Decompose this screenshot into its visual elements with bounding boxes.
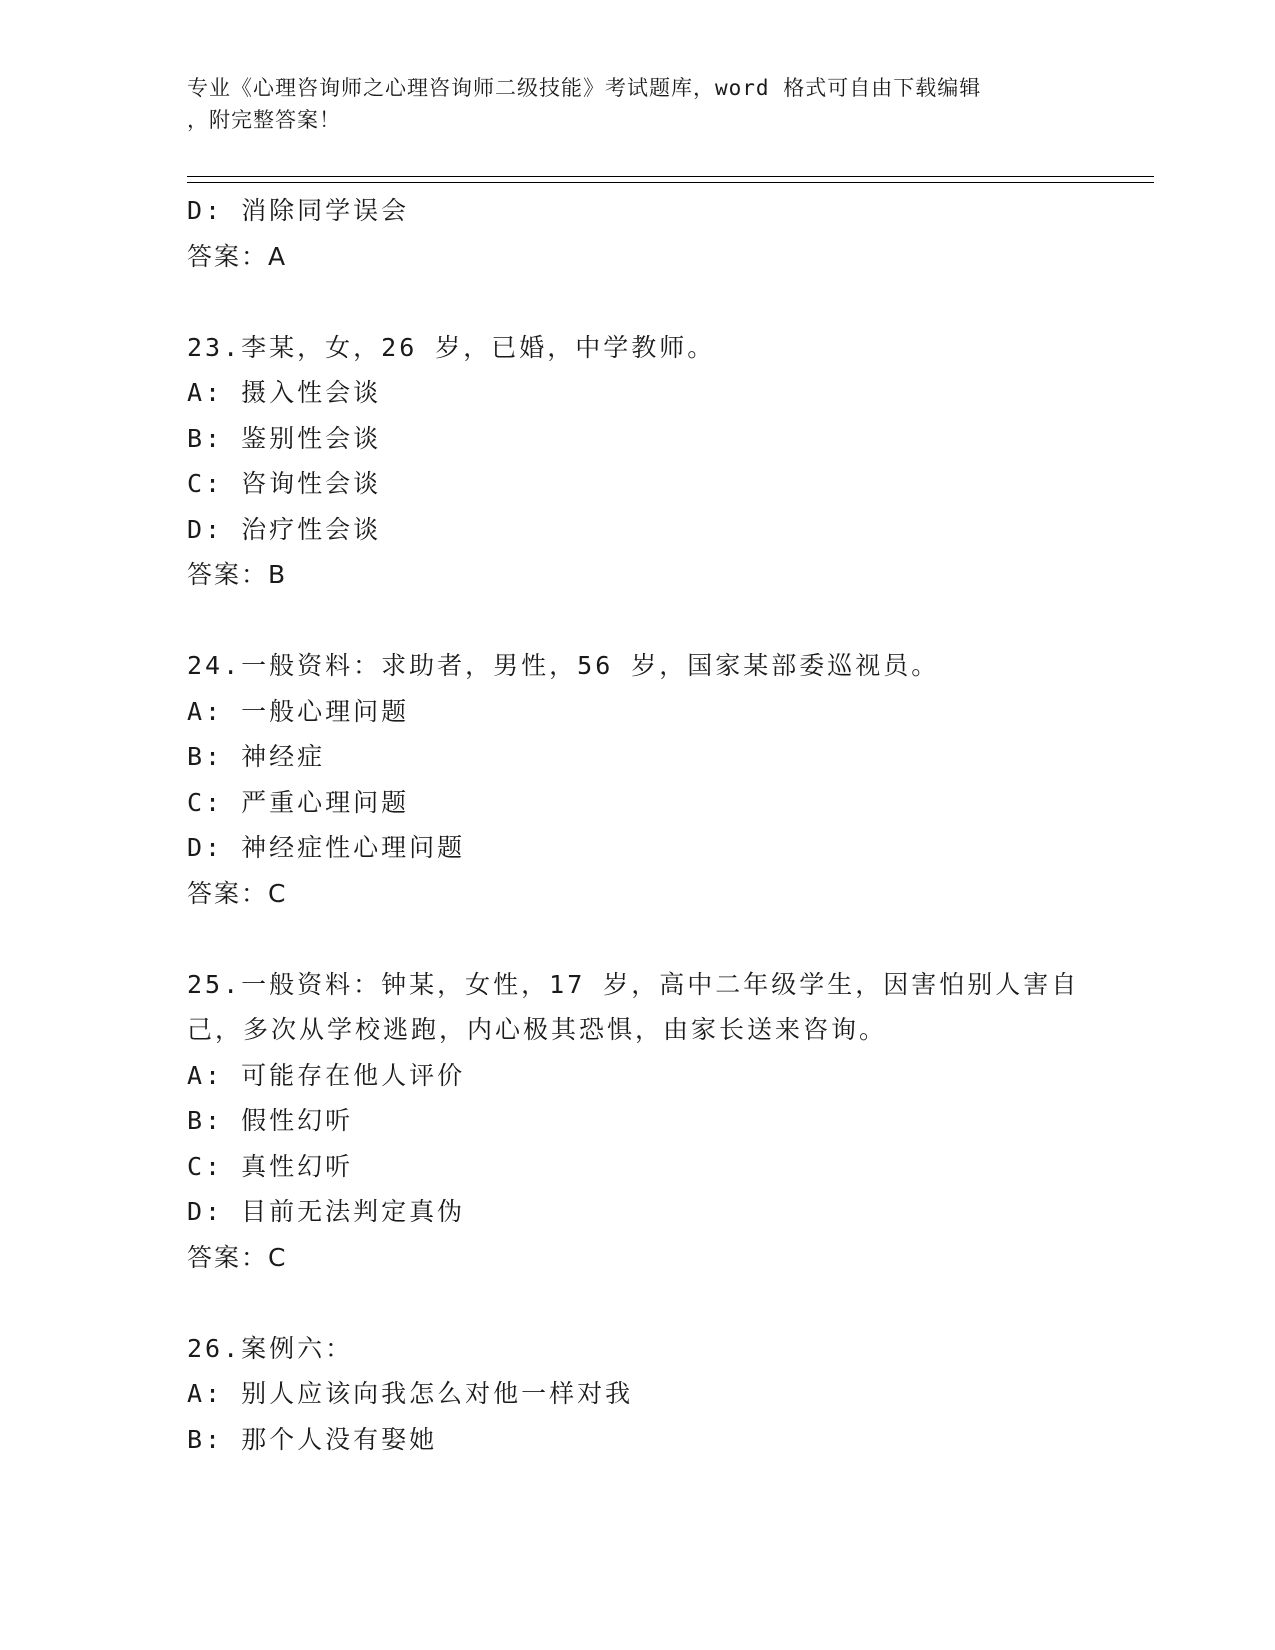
answer-line: 答案：A: [187, 241, 288, 271]
option-d: D: 目前无法判定真伪: [187, 1197, 466, 1226]
header-divider-top: [187, 176, 1154, 177]
spacer: [187, 1280, 1087, 1326]
question-list: [187, 188, 1087, 1462]
question-stem-line-1: 25.一般资料：钟某，女性，17 岁，高中二年级学生，因害怕别人害自: [187, 969, 1080, 999]
option-d: D: 治疗性会谈: [187, 514, 382, 544]
spacer: [187, 916, 1087, 962]
option-b: B: 假性幻听: [187, 1106, 354, 1135]
spacer: [187, 279, 1087, 325]
option-b: B: 鉴别性会谈: [187, 423, 382, 453]
option-b: B: 那个人没有娶她: [187, 1424, 438, 1454]
option-d: D: 神经症性心理问题: [187, 833, 466, 862]
question-block-24: [187, 643, 1087, 916]
question-block-25: [187, 962, 1087, 1281]
question-stem: 24.一般资料：求助者，男性，56 岁，国家某部委巡视员。: [187, 651, 940, 680]
option-a: A: 别人应该向我怎么对他一样对我: [187, 1379, 634, 1408]
question-block-26: [187, 1326, 1087, 1463]
option-c: C: 真性幻听: [187, 1151, 354, 1181]
question-block-22: [187, 188, 1087, 279]
option-c: C: 咨询性会谈: [187, 469, 382, 498]
spacer: [187, 598, 1087, 644]
option-a: A: 可能存在他人评价: [187, 1060, 466, 1090]
question-stem-line-2: 己，多次从学校逃跑，内心极其恐惧，由家长送来咨询。: [187, 1015, 888, 1044]
option-a: A: 摄入性会谈: [187, 378, 382, 407]
document-header: [187, 72, 1087, 136]
answer-line: 答案：B: [187, 560, 288, 589]
question-stem: 26.案例六：: [187, 1333, 354, 1363]
option-a: A: 一般心理问题: [187, 696, 410, 726]
option-c: C: 严重心理问题: [187, 787, 410, 817]
answer-line: 答案：C: [187, 1242, 288, 1272]
question-stem: 23.李某，女，26 岁，已婚，中学教师。: [187, 332, 716, 362]
header-divider-bottom: [187, 182, 1154, 183]
header-line-1: 专业《心理咨询师之心理咨询师二级技能》考试题库，word 格式可自由下载编辑: [187, 76, 982, 100]
option-d: D: 消除同学误会: [187, 196, 410, 225]
option-b: B: 神经症: [187, 742, 326, 771]
answer-line: 答案：C: [187, 878, 288, 908]
question-block-23: [187, 325, 1087, 598]
header-line-2: ，附完整答案！: [187, 108, 341, 132]
